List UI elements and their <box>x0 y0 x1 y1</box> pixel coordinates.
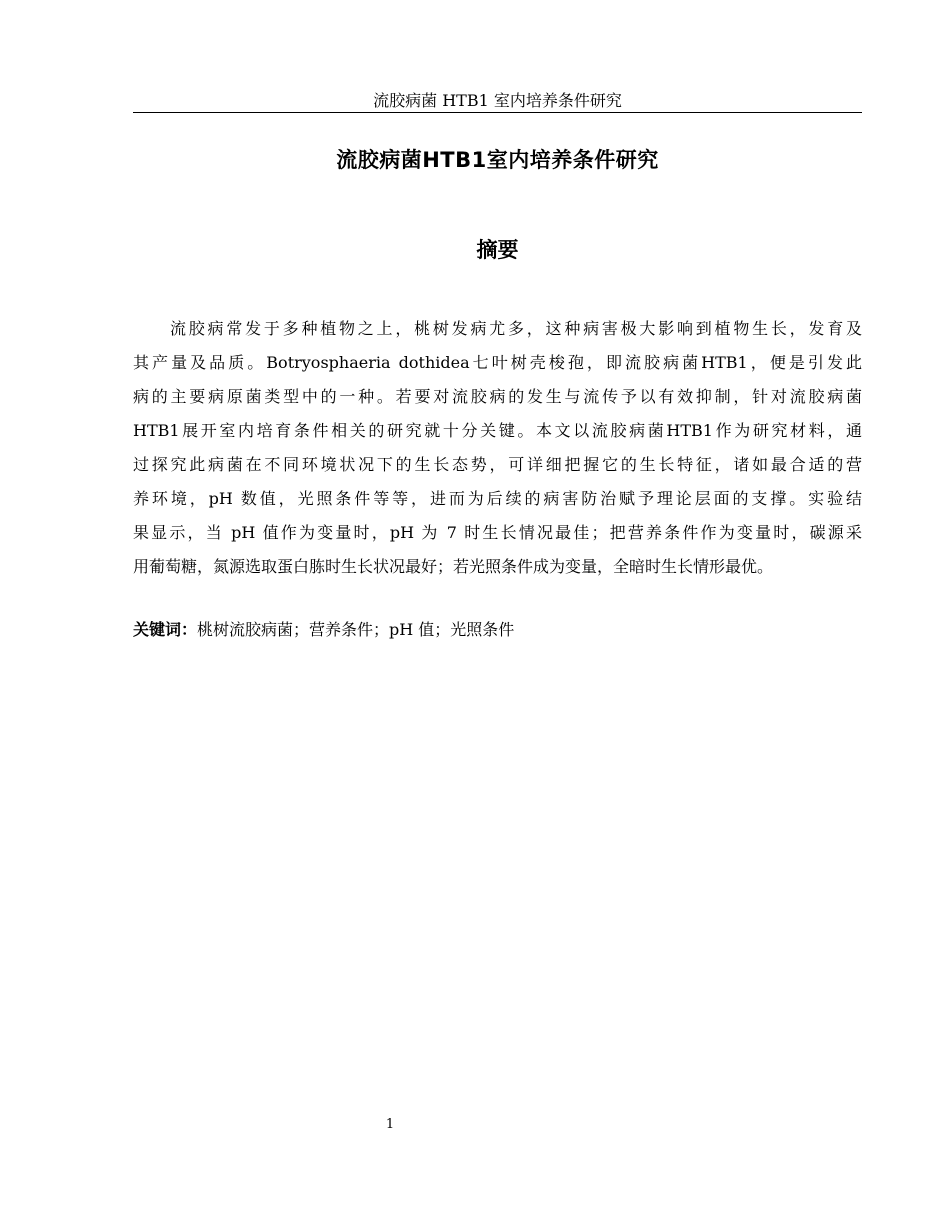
abstract-line: 病的主要病原菌类型中的一种。若要对流胶病的发生与流传予以有效抑制，针对流胶病菌 <box>133 387 862 406</box>
abstract-line: 流胶病常发于多种植物之上，桃树发病尤多，这种病害极大影响到植物生长，发育及 <box>170 319 862 338</box>
abstract-line: 用葡萄糖，氮源选取蛋白胨时生长状况最好；若光照条件成为变量，全暗时生长情形最优。 <box>133 557 774 576</box>
abstract-line: HTB1展开室内培育条件相关的研究就十分关键。本文以流胶病菌HTB1作为研究材料，通 <box>133 421 862 440</box>
abstract-line: 养环境，pH 数值，光照条件等等，进而为后续的病害防治赋予理论层面的支撑。实验结 <box>133 489 862 508</box>
keywords-label: 关键词： <box>133 620 198 639</box>
abstract-body <box>133 312 862 584</box>
abstract-line: 过探究此病菌在不同环境状况下的生长态势，可详细把握它的生长特征，诸如最合适的营 <box>133 455 862 474</box>
keywords-text: 桃树流胶病菌；营养条件；pH 值；光照条件 <box>197 620 515 639</box>
document-title: 流胶病菌HTB1室内培养条件研究 <box>336 148 659 172</box>
running-header: 流胶病菌 HTB1 室内培养条件研究 <box>373 91 622 110</box>
page-number: 1 <box>385 1117 395 1132</box>
abstract-heading: 摘要 <box>476 238 519 262</box>
abstract-line: 果显示，当 pH 值作为变量时，pH 为 7 时生长情况最佳；把营养条件作为变量时，碳源采 <box>133 523 862 542</box>
header-divider <box>133 112 862 113</box>
abstract-line: 其产量及品质。Botryosphaeria dothidea七叶树壳梭孢，即流胶病菌HTB1，便是引发此 <box>133 353 862 372</box>
keywords <box>133 618 862 642</box>
